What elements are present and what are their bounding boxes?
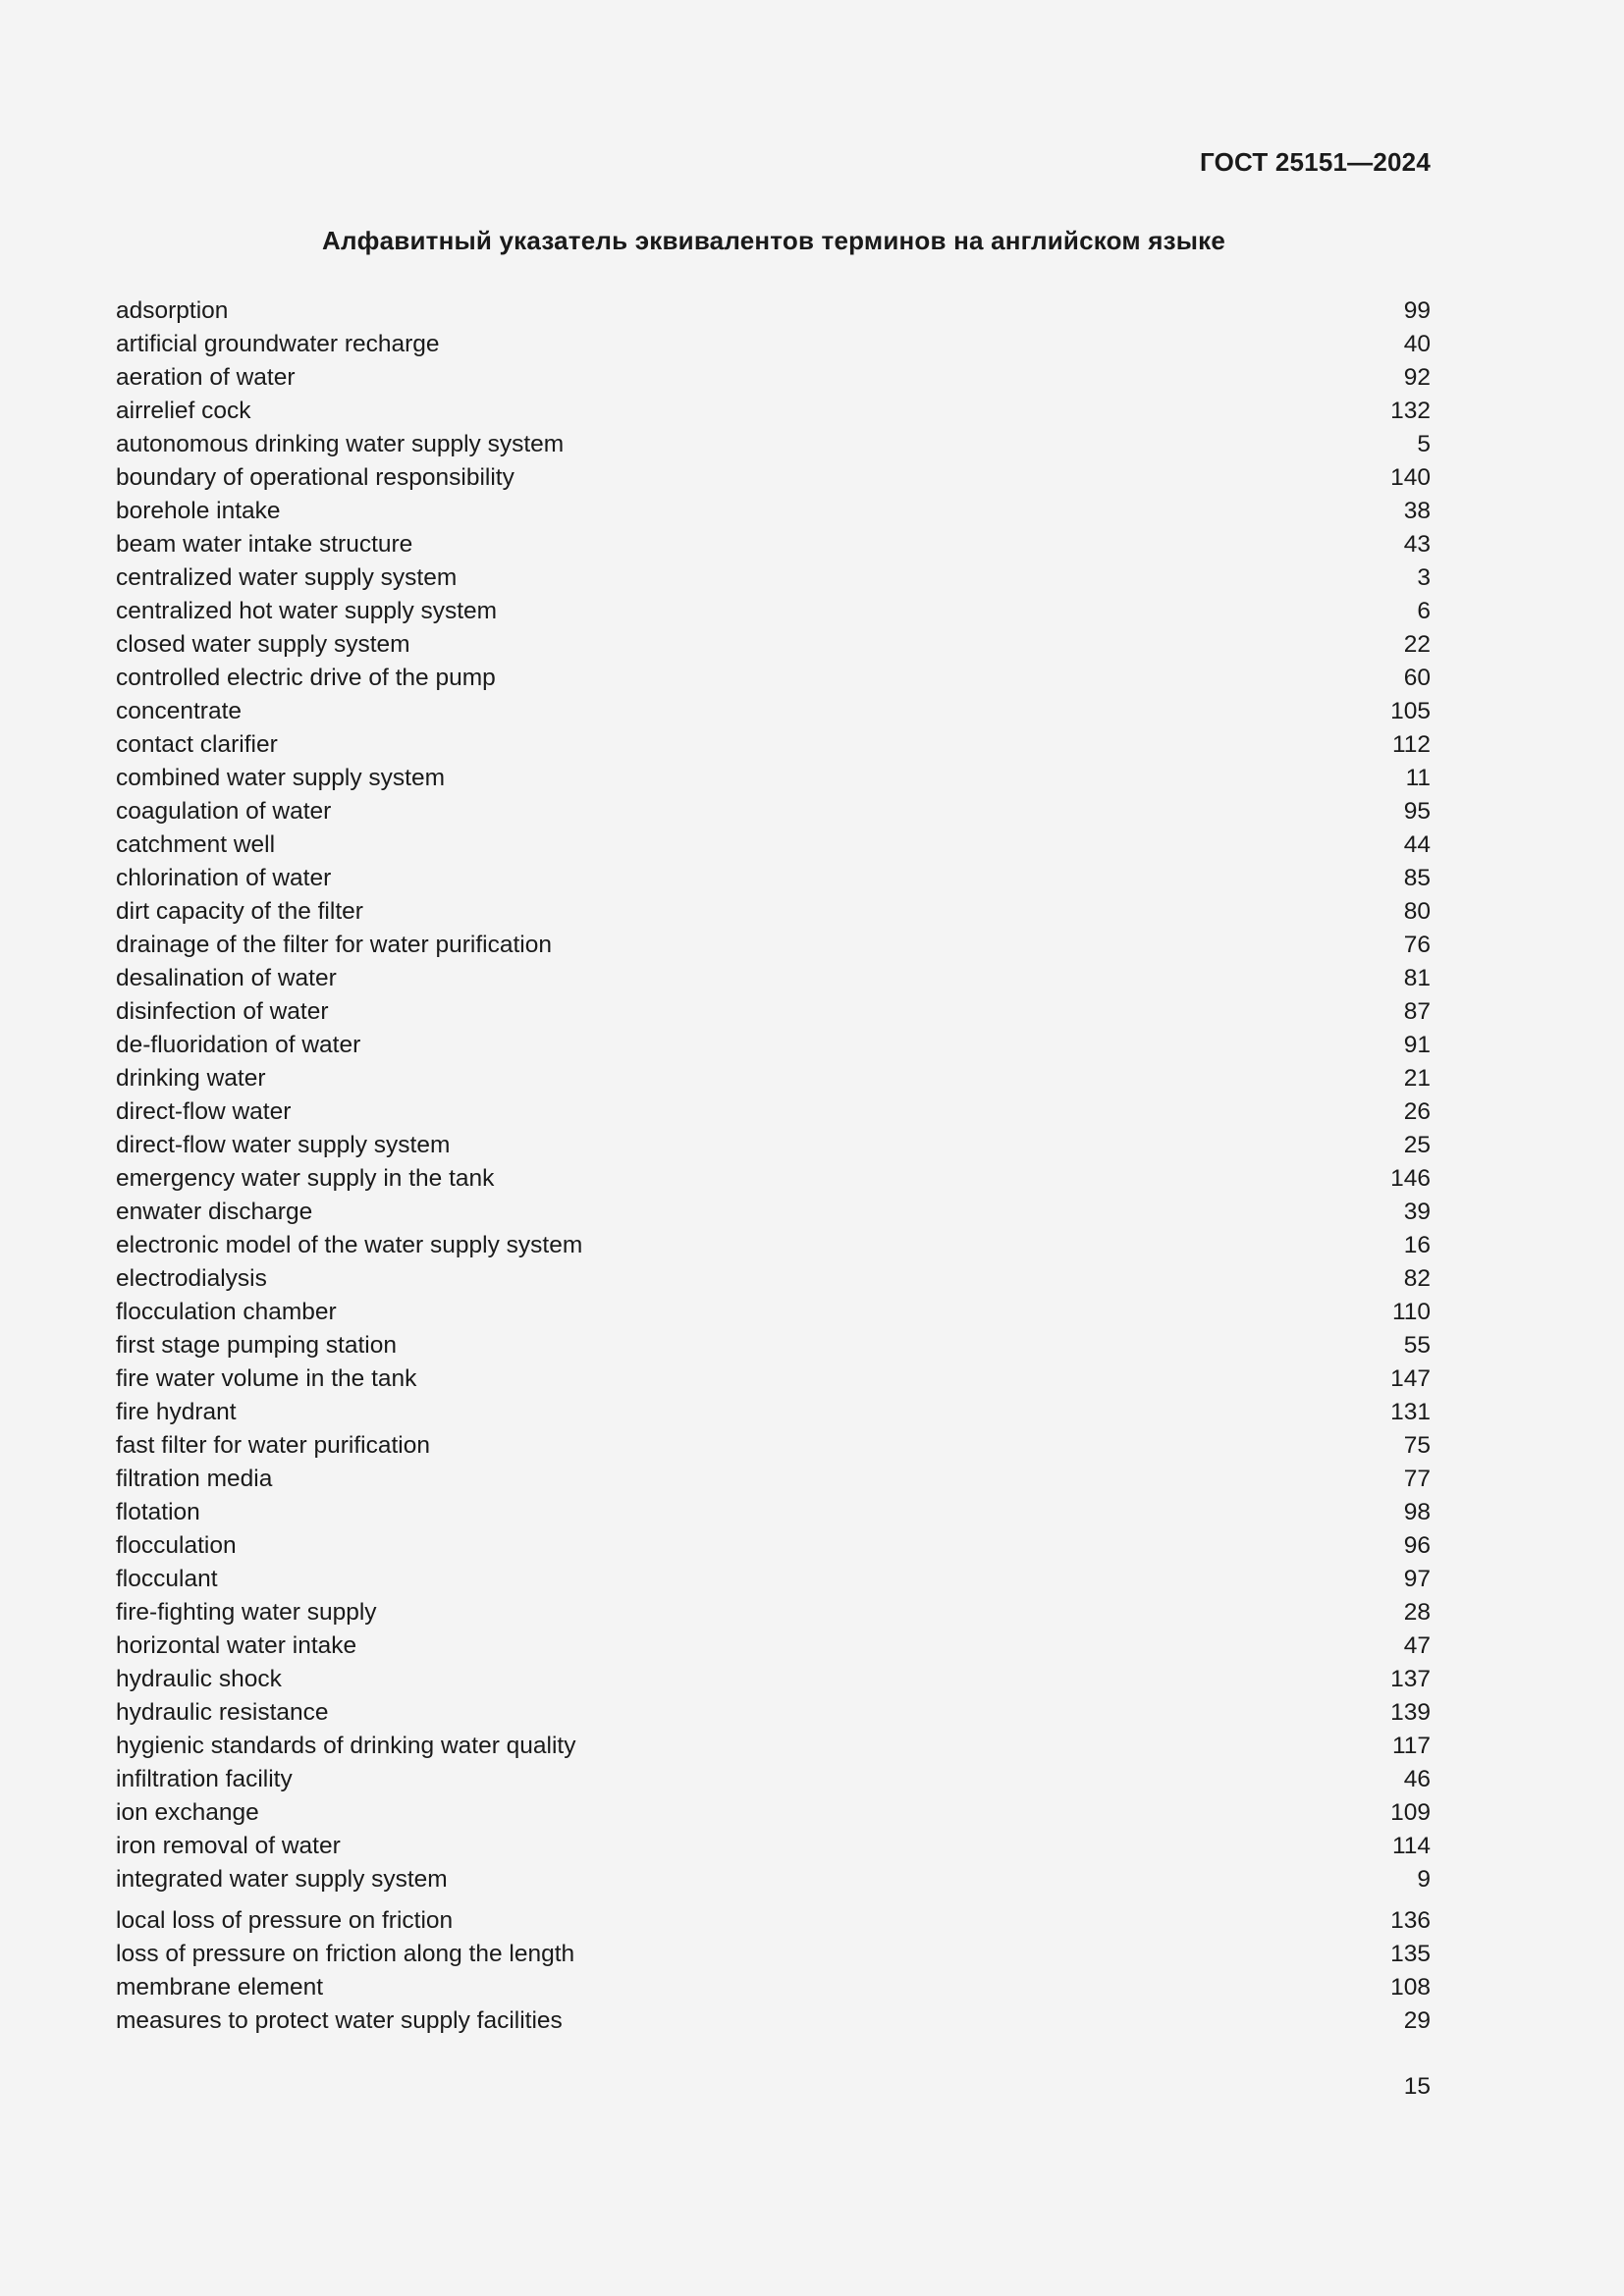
- entry-ref-number: 137: [1390, 1666, 1431, 1692]
- index-entry: [116, 1362, 1431, 1396]
- entry-ref-number: 92: [1403, 364, 1431, 391]
- entry-ref-number: 132: [1390, 398, 1431, 424]
- index-entry: [116, 1095, 1431, 1129]
- entry-term: drinking water: [116, 1065, 266, 1092]
- index-entry: [116, 1329, 1431, 1362]
- index-entry: [116, 1763, 1431, 1796]
- index-entry: [116, 862, 1431, 895]
- index-entry: [116, 1529, 1431, 1563]
- entry-term: adsorption: [116, 297, 229, 324]
- entry-term: direct-flow water supply system: [116, 1132, 451, 1158]
- entry-term: loss of pressure on friction along the length: [116, 1941, 575, 1967]
- entry-term: flocculation: [116, 1532, 237, 1559]
- index-entry: [116, 1396, 1431, 1429]
- entry-ref-number: 6: [1417, 598, 1431, 624]
- entry-term: fast filter for water purification: [116, 1432, 430, 1459]
- index-entry: [116, 995, 1431, 1029]
- index-entry: [116, 1262, 1431, 1296]
- entry-term: measures to protect water supply facilities: [116, 2007, 563, 2034]
- entry-term: contact clarifier: [116, 731, 278, 758]
- entry-term: flotation: [116, 1499, 200, 1525]
- entry-ref-number: 16: [1403, 1232, 1431, 1258]
- entry-ref-number: 25: [1403, 1132, 1431, 1158]
- index-entry: [116, 695, 1431, 728]
- entry-ref-number: 3: [1417, 564, 1431, 591]
- entry-term: catchment well: [116, 831, 276, 858]
- index-entry: [116, 1162, 1431, 1196]
- entry-term: membrane element: [116, 1974, 324, 2001]
- entry-term: concentrate: [116, 698, 243, 724]
- entry-term: integrated water supply system: [116, 1866, 448, 1893]
- entry-ref-number: 26: [1403, 1098, 1431, 1125]
- index-entry: [116, 962, 1431, 995]
- entry-term: flocculation chamber: [116, 1299, 337, 1325]
- entry-ref-number: 77: [1403, 1466, 1431, 1492]
- entry-term: fire-fighting water supply: [116, 1599, 377, 1626]
- entry-term: artificial groundwater recharge: [116, 331, 440, 357]
- index-entry: [116, 461, 1431, 495]
- entry-ref-number: 81: [1403, 965, 1431, 991]
- entry-ref-number: 40: [1403, 331, 1431, 357]
- entry-ref-number: 91: [1403, 1032, 1431, 1058]
- entry-ref-number: 109: [1390, 1799, 1431, 1826]
- entry-ref-number: 43: [1403, 531, 1431, 558]
- index-entry: [116, 1596, 1431, 1629]
- entry-ref-number: 29: [1403, 2007, 1431, 2034]
- entry-ref-number: 105: [1390, 698, 1431, 724]
- entry-ref-number: 21: [1403, 1065, 1431, 1092]
- entry-ref-number: 117: [1391, 1733, 1431, 1759]
- entry-ref-number: 87: [1403, 998, 1431, 1025]
- entry-ref-number: 136: [1390, 1907, 1431, 1934]
- entry-ref-number: 76: [1403, 932, 1431, 958]
- index-entry: [116, 662, 1431, 695]
- entry-ref-number: 9: [1417, 1866, 1431, 1893]
- entry-ref-number: 131: [1390, 1399, 1431, 1425]
- entry-ref-number: 75: [1403, 1432, 1431, 1459]
- entry-term: disinfection of water: [116, 998, 329, 1025]
- index-entry: [116, 762, 1431, 795]
- entry-ref-number: 146: [1390, 1165, 1431, 1192]
- entry-ref-number: 112: [1391, 731, 1431, 758]
- index-entry: [116, 294, 1431, 328]
- entry-ref-number: 98: [1403, 1499, 1431, 1525]
- entry-ref-number: 114: [1391, 1833, 1431, 1859]
- index-entry: [116, 395, 1431, 428]
- entry-ref-number: 60: [1403, 665, 1431, 691]
- entry-term: centralized hot water supply system: [116, 598, 498, 624]
- index-entry: [116, 1938, 1431, 1971]
- entry-ref-number: 99: [1403, 297, 1431, 324]
- entry-ref-number: 5: [1417, 431, 1431, 457]
- index-entry: [116, 1029, 1431, 1062]
- index-entry: [116, 1129, 1431, 1162]
- index-entry: [116, 1463, 1431, 1496]
- entry-term: drainage of the filter for water purification: [116, 932, 552, 958]
- entry-term: hygienic standards of drinking water quality: [116, 1733, 576, 1759]
- index-entry: [116, 1196, 1431, 1229]
- entry-term: de-fluoridation of water: [116, 1032, 361, 1058]
- entry-ref-number: 96: [1403, 1532, 1431, 1559]
- entry-ref-number: 95: [1403, 798, 1431, 825]
- entry-term: coagulation of water: [116, 798, 332, 825]
- index-entry: [116, 1229, 1431, 1262]
- entry-ref-number: 135: [1390, 1941, 1431, 1967]
- index-entry: [116, 1296, 1431, 1329]
- entry-ref-number: 38: [1403, 498, 1431, 524]
- entry-ref-number: 140: [1390, 464, 1431, 491]
- entry-term: fire water volume in the tank: [116, 1365, 417, 1392]
- entry-term: direct-flow water: [116, 1098, 292, 1125]
- index-entry: [116, 1663, 1431, 1696]
- index-entry: [116, 895, 1431, 929]
- entry-ref-number: 97: [1403, 1566, 1431, 1592]
- entry-term: ion exchange: [116, 1799, 259, 1826]
- entry-term: aeration of water: [116, 364, 296, 391]
- index-entry: [116, 1796, 1431, 1830]
- index-entry: [116, 1062, 1431, 1095]
- entry-ref-number: 28: [1403, 1599, 1431, 1626]
- entry-ref-number: 22: [1403, 631, 1431, 658]
- entry-term: infiltration facility: [116, 1766, 293, 1792]
- entry-term: controlled electric drive of the pump: [116, 665, 496, 691]
- index-entry: [116, 828, 1431, 862]
- entry-term: airrelief cock: [116, 398, 251, 424]
- index-entry: [116, 1429, 1431, 1463]
- entry-term: first stage pumping station: [116, 1332, 397, 1359]
- index-entry: [116, 561, 1431, 595]
- entry-term: centralized water supply system: [116, 564, 458, 591]
- entry-term: flocculant: [116, 1566, 218, 1592]
- document-code: ГОСТ 25151—2024: [1200, 147, 1431, 177]
- index-entry: [116, 1863, 1431, 1896]
- entry-ref-number: 110: [1391, 1299, 1431, 1325]
- entry-term: emergency water supply in the tank: [116, 1165, 495, 1192]
- entry-term: enwater discharge: [116, 1199, 313, 1225]
- index-title: Алфавитный указатель эквивалентов терминов на английском языке: [321, 226, 1226, 255]
- index-entry: [116, 1830, 1431, 1863]
- index-entry: [116, 929, 1431, 962]
- index-entry: [116, 2004, 1431, 2038]
- index-entry: [116, 1563, 1431, 1596]
- entry-ref-number: 55: [1403, 1332, 1431, 1359]
- index-entry: [116, 528, 1431, 561]
- entry-ref-number: 46: [1403, 1766, 1431, 1792]
- index-entry: [116, 795, 1431, 828]
- index-entry: [116, 595, 1431, 628]
- entry-ref-number: 11: [1405, 765, 1431, 791]
- entry-term: combined water supply system: [116, 765, 445, 791]
- entry-term: desalination of water: [116, 965, 337, 991]
- page-number: 15: [1403, 2073, 1431, 2100]
- entry-ref-number: 139: [1390, 1699, 1431, 1726]
- entry-term: autonomous drinking water supply system: [116, 431, 565, 457]
- entry-term: horizontal water intake: [116, 1632, 357, 1659]
- entry-ref-number: 39: [1403, 1199, 1431, 1225]
- entry-ref-number: 82: [1403, 1265, 1431, 1292]
- index-entry: [116, 428, 1431, 461]
- entry-ref-number: 44: [1403, 831, 1431, 858]
- entry-ref-number: 47: [1403, 1632, 1431, 1659]
- entry-ref-number: 147: [1390, 1365, 1431, 1392]
- entry-term: closed water supply system: [116, 631, 410, 658]
- index-entry: [116, 495, 1431, 528]
- entry-term: fire hydrant: [116, 1399, 237, 1425]
- index-entry: [116, 328, 1431, 361]
- index-entry: [116, 1629, 1431, 1663]
- index-entry: [116, 1730, 1431, 1763]
- index-entry: [116, 1971, 1431, 2004]
- entry-term: filtration media: [116, 1466, 273, 1492]
- index-entry: [116, 1496, 1431, 1529]
- entry-ref-number: 108: [1390, 1974, 1431, 2001]
- index-entry: [116, 361, 1431, 395]
- entry-term: chlorination of water: [116, 865, 332, 891]
- entry-term: hydraulic resistance: [116, 1699, 329, 1726]
- term-index-list: [116, 294, 1431, 2038]
- index-entry: [116, 1696, 1431, 1730]
- entry-term: iron removal of water: [116, 1833, 341, 1859]
- entry-ref-number: 85: [1403, 865, 1431, 891]
- entry-term: borehole intake: [116, 498, 281, 524]
- index-entry: [116, 628, 1431, 662]
- entry-term: electronic model of the water supply system: [116, 1232, 583, 1258]
- entry-term: local loss of pressure on friction: [116, 1907, 454, 1934]
- entry-term: boundary of operational responsibility: [116, 464, 514, 491]
- entry-term: beam water intake structure: [116, 531, 413, 558]
- entry-term: dirt capacity of the filter: [116, 898, 363, 925]
- index-entry: [116, 728, 1431, 762]
- entry-ref-number: 80: [1403, 898, 1431, 925]
- entry-term: electrodialysis: [116, 1265, 267, 1292]
- index-entry: [116, 1904, 1431, 1938]
- entry-term: hydraulic shock: [116, 1666, 282, 1692]
